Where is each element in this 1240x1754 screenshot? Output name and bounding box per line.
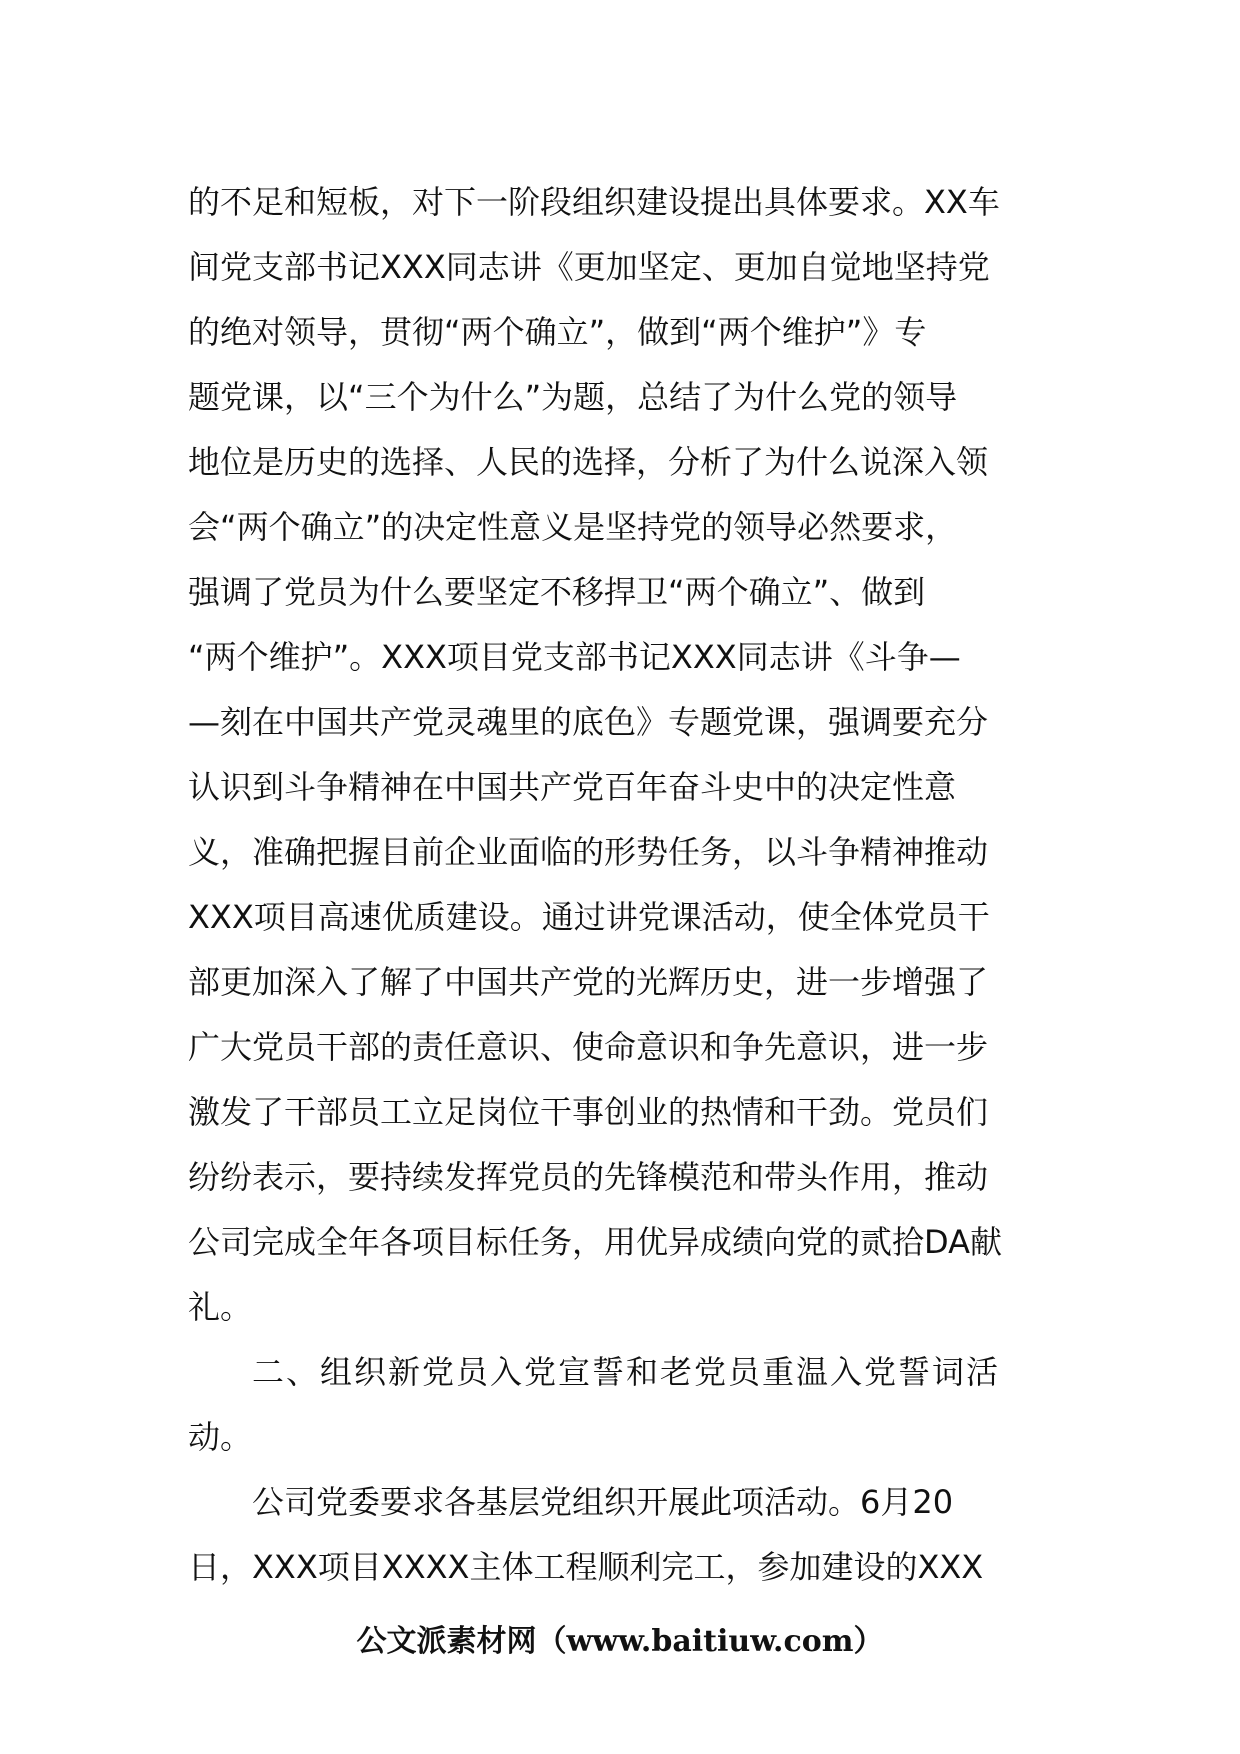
text-line-18: 礼。 [188,1288,253,1326]
text-line-15: 激发了干部员工立足岗位干事创业的热情和干劲。党员们 [188,1093,989,1131]
text-line-17: 公司完成全年各项目标任务，用优异成绩向党的贰拾DA献 [188,1223,1002,1261]
text-line-7: 强调了党员为什么要坚定不移捍卫“两个确立”、做到 [188,573,926,611]
text-line-9: —刻在中国共产党灵魂里的底色》专题党课，强调要充分 [188,703,989,741]
text-line-1: 的不足和短板，对下一阶段组织建设提出具体要求。XX车 [188,183,1000,221]
text-line-10: 认识到斗争精神在中国共产党百年奋斗史中的决定性意 [188,768,957,806]
text-line-8: “两个维护”。XXX项目党支部书记XXX同志讲《斗争— [188,638,961,676]
text-line-4: 题党课，以“三个为什么”为题，总结了为什么党的领导 [188,378,958,416]
text-line-5: 地位是历史的选择、人民的选择，分析了为什么说深入领 [188,443,989,481]
text-line-21: 公司党委要求各基层党组织开展此项活动。6月20 [252,1483,954,1521]
text-line-3: 的绝对领导，贯彻“两个确立”，做到“两个维护”》专 [188,313,927,351]
document-body [188,170,1058,1600]
text-line-14: 广大党员干部的责任意识、使命意识和争先意识，进一步 [188,1028,989,1066]
text-line-22: 日，XXX项目XXXX主体工程顺利完工，参加建设的XXX [188,1548,984,1586]
text-line-12: XXX项目高速优质建设。通过讲党课活动，使全体党员干 [188,898,990,936]
text-line-11: 义，准确把握目前企业面临的形势任务，以斗争精神推动 [188,833,989,871]
section-heading: 二、组织新党员入党宣誓和老党员重温入党誓词活 [252,1353,1001,1391]
text-line-16: 纷纷表示，要持续发挥党员的先锋模范和带头作用，推动 [188,1158,989,1196]
text-line-6: 会“两个确立”的决定性意义是坚持党的领导必然要求， [188,508,958,546]
text-line-20: 动。 [188,1418,253,1456]
text-line-2: 间党支部书记XXX同志讲《更加坚定、更加自觉地坚持党 [188,248,990,286]
text-line-13: 部更加深入了解了中国共产党的光辉历史，进一步增强了 [188,963,989,1001]
footer-watermark: 公文派素材网（www.baitiuw.com） [356,1624,884,1659]
